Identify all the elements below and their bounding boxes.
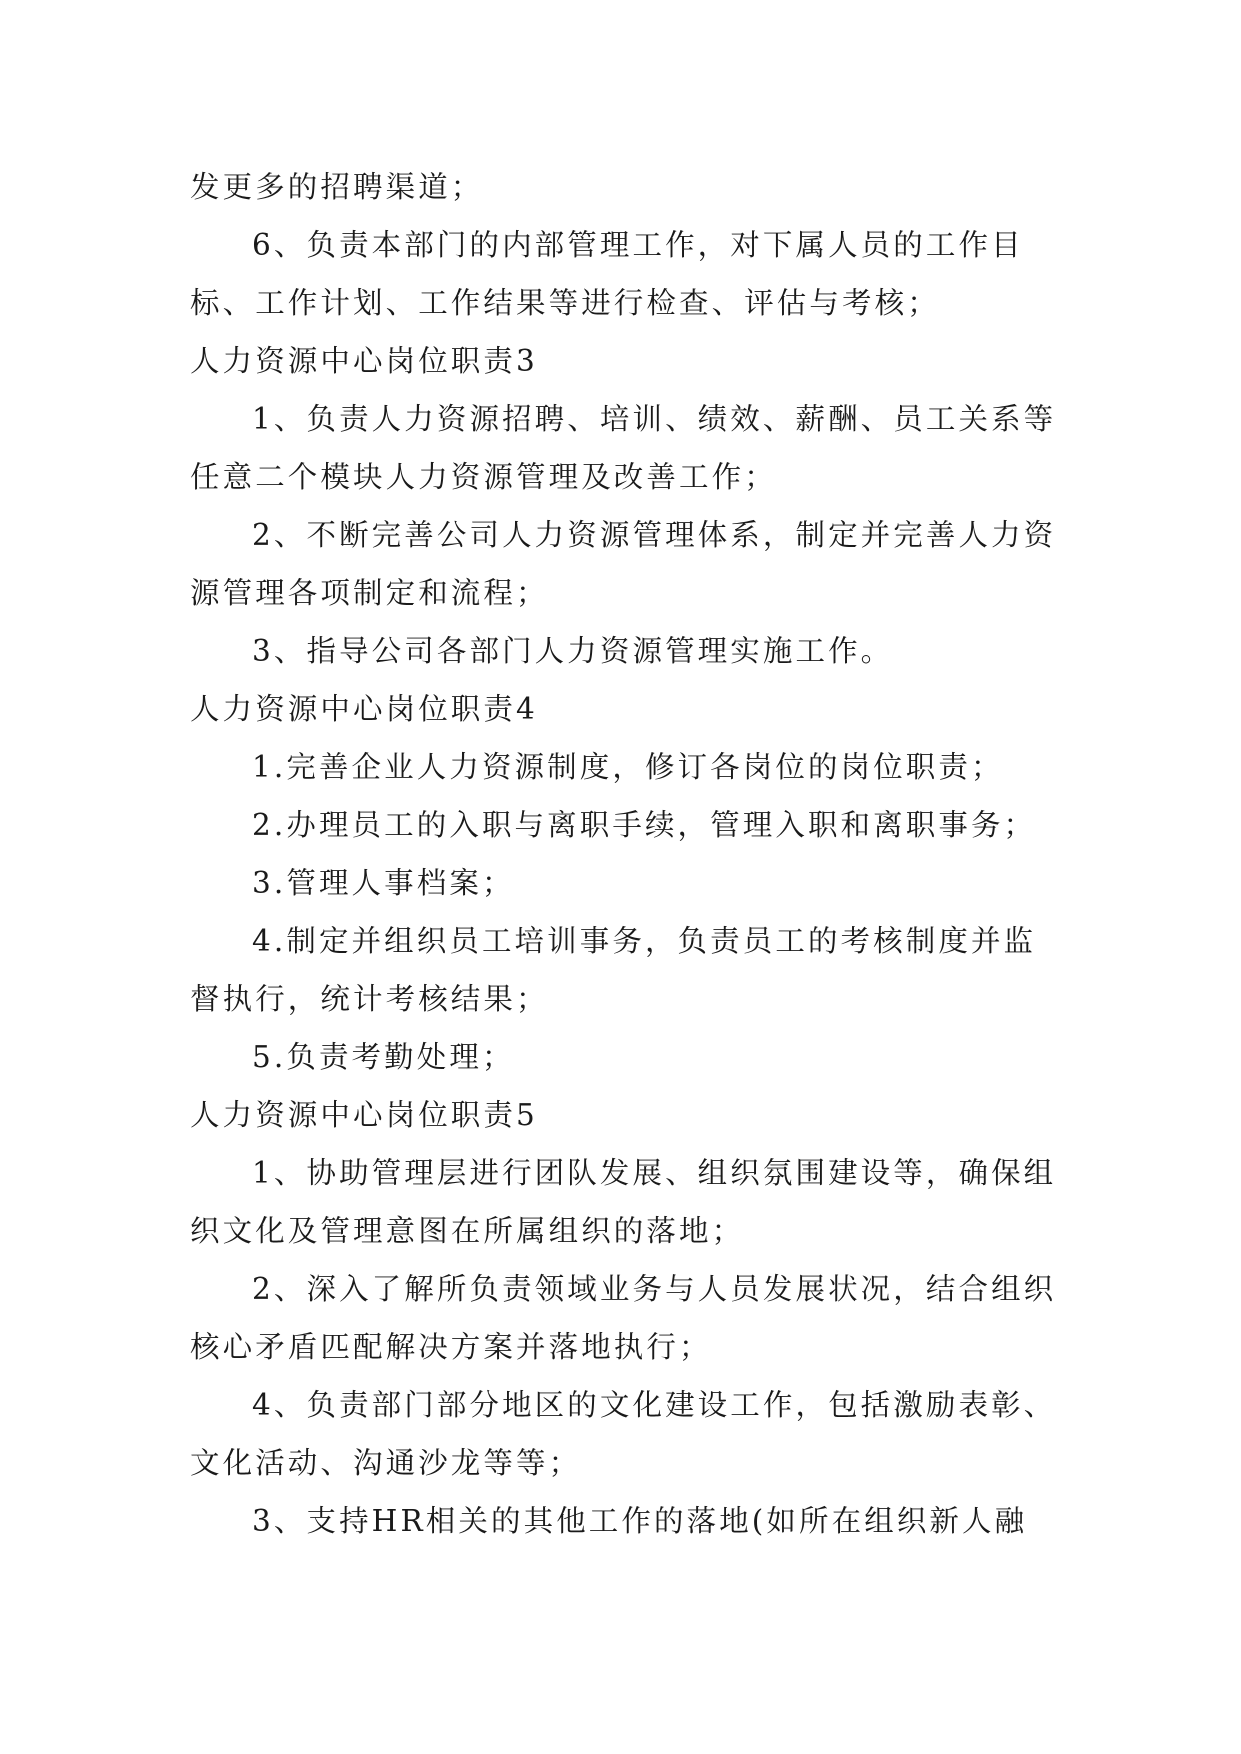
list-item: 1.完善企业人力资源制度，修订各岗位的岗位职责；: [252, 750, 1004, 784]
list-item: 2、不断完善公司人力资源管理体系，制定并完善人力资源管理各项制定和流程；: [190, 518, 1057, 610]
list-item: 5.负责考勤处理；: [252, 1040, 515, 1074]
list-item: 2.办理员工的入职与离职手续，管理入职和离职事务；: [252, 808, 1037, 842]
list-item: 3.管理人事档案；: [252, 866, 515, 900]
list-item: 4、负责部门部分地区的文化建设工作，包括激励表彰、文化活动、沟通沙龙等等；: [190, 1388, 1057, 1480]
list-item: 3、支持HR相关的其他工作的落地(如所在组织新人融: [252, 1504, 1028, 1538]
section-heading: 人力资源中心岗位职责4: [190, 692, 538, 726]
paragraph-continuation: 发更多的招聘渠道；: [190, 170, 484, 204]
list-item: 2、深入了解所负责领域业务与人员发展状况，结合组织核心矛盾匹配解决方案并落地执行；: [190, 1272, 1057, 1364]
document-body: [190, 158, 1062, 1550]
section-heading: 人力资源中心岗位职责5: [190, 1098, 538, 1132]
list-item: 6、负责本部门的内部管理工作，对下属人员的工作目标、工作计划、工作结果等进行检查、评估与考核；: [190, 228, 1024, 320]
list-item: 3、指导公司各部门人力资源管理实施工作。: [252, 634, 894, 668]
list-item: 1、负责人力资源招聘、培训、绩效、薪酬、员工关系等任意二个模块人力资源管理及改善工作；: [190, 402, 1057, 494]
list-item: 1、协助管理层进行团队发展、组织氛围建设等，确保组织文化及管理意图在所属组织的落地；: [190, 1156, 1057, 1248]
list-item: 4.制定并组织员工培训事务，负责员工的考核制度并监督执行，统计考核结果；: [190, 924, 1037, 1016]
section-heading: 人力资源中心岗位职责3: [190, 344, 538, 378]
